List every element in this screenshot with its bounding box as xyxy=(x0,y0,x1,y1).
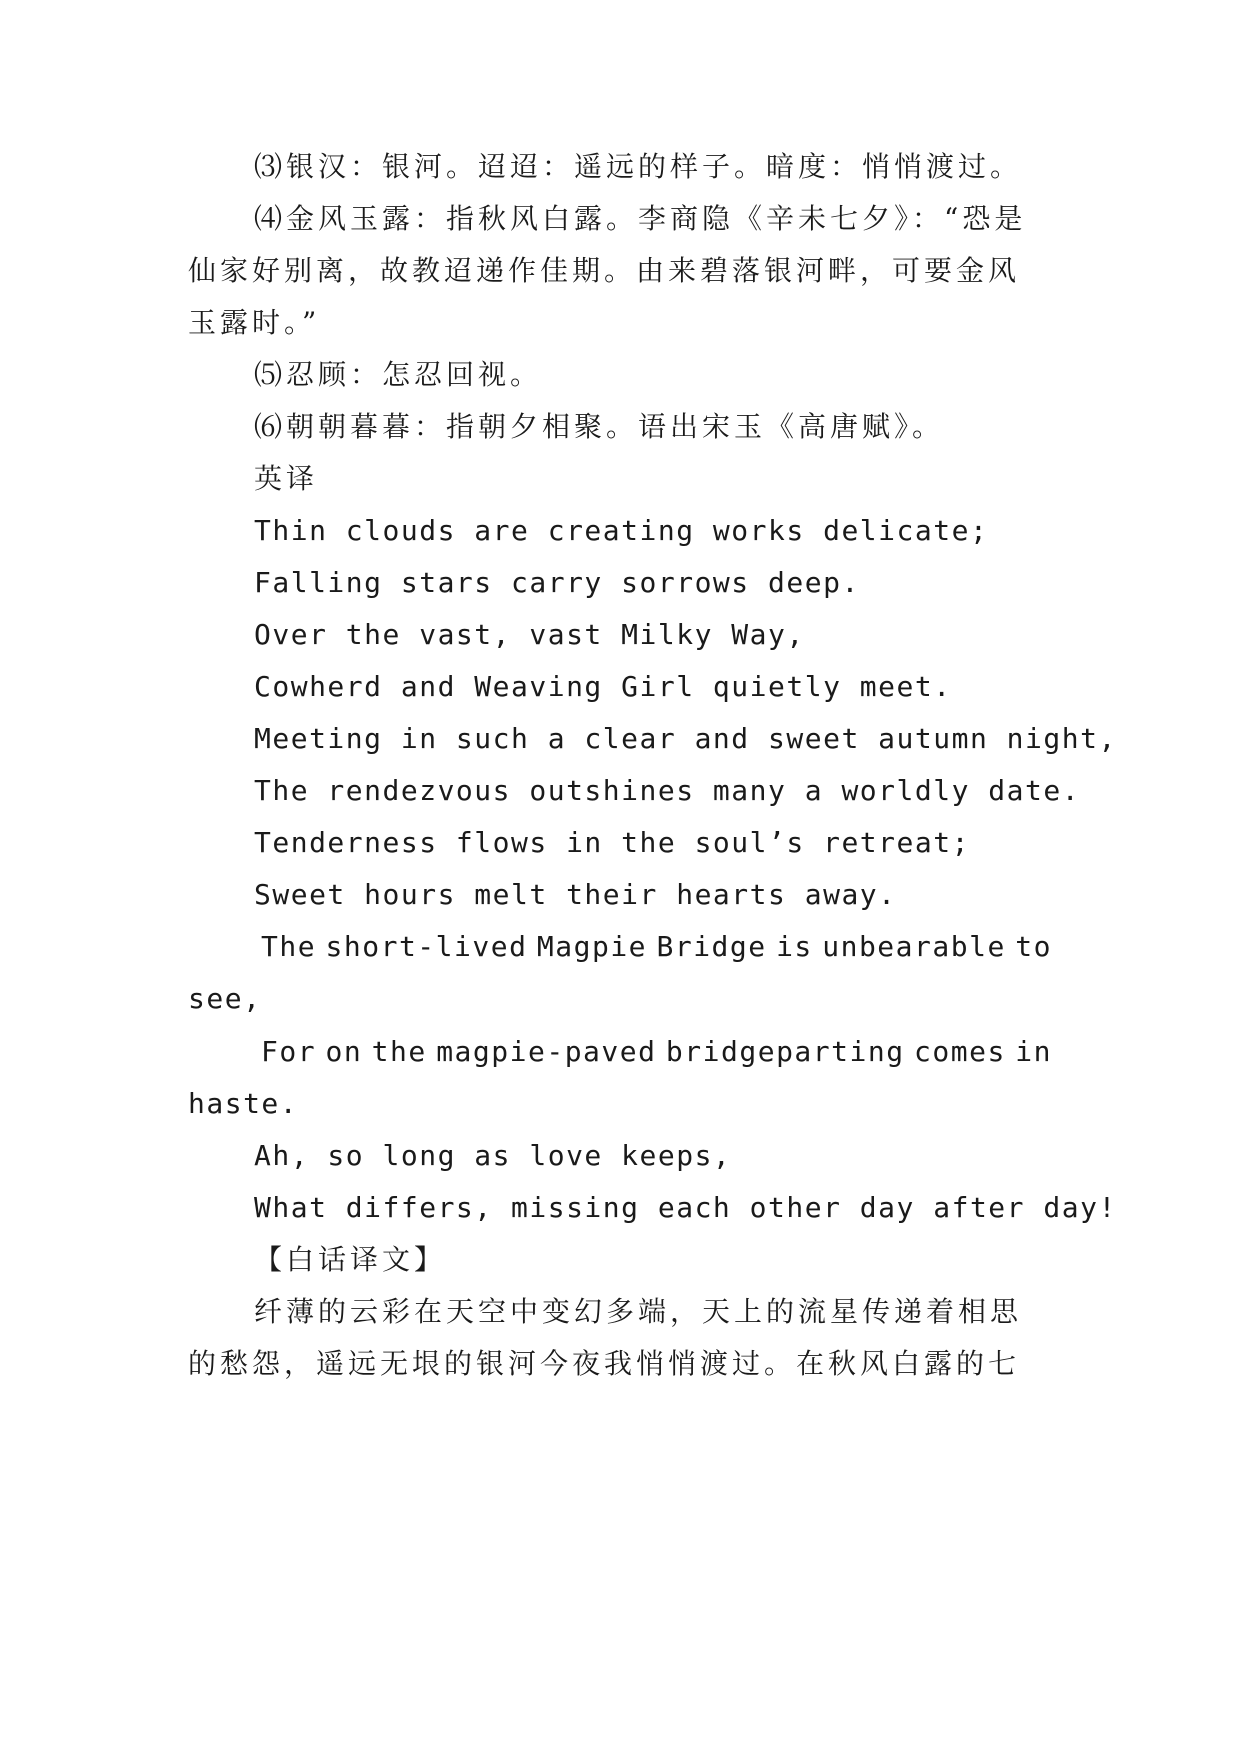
english-line-11: Ah, so long as love keeps, xyxy=(254,1139,732,1172)
english-line-3: Over the vast, vast Milky Way, xyxy=(254,618,805,651)
word: to xyxy=(1015,930,1052,963)
word: Bridge xyxy=(656,930,767,963)
english-line-6: The rendezvous outshines many a worldly date. xyxy=(254,774,1081,807)
english-line-4: Cowherd and Weaving Girl quietly meet. xyxy=(254,670,952,703)
note-4-end: 玉露时。” xyxy=(188,306,321,339)
english-line-10-continued: haste. xyxy=(188,1087,299,1120)
english-line-10 xyxy=(261,1032,1052,1072)
vernacular-line-2: 的愁怨，遥远无垠的银河今夜我悄悄渡过。在秋风白露的七 xyxy=(188,1347,1021,1380)
english-line-1: Thin clouds are creating works delicate; xyxy=(254,514,989,547)
english-line-9 xyxy=(261,927,1052,967)
english-translation-heading: 英译 xyxy=(254,462,319,495)
word: is xyxy=(776,930,813,963)
note-4: ⑷金风玉露：指秋风白露。李商隐《辛未七夕》：“恐是 xyxy=(254,202,1027,235)
word: The xyxy=(261,930,317,963)
word: unbearable xyxy=(822,930,1006,963)
word: comes xyxy=(914,1035,1006,1068)
english-line-12: What differs, missing each other day after day! xyxy=(254,1191,1117,1224)
word: short-lived xyxy=(325,930,528,963)
word: on xyxy=(325,1035,363,1068)
english-line-7: Tenderness flows in the soul’s retreat; xyxy=(254,826,970,859)
note-4-continued: 仙家好别离，故教迢递作佳期。由来碧落银河畔，可要金风 xyxy=(188,254,1021,287)
english-line-9-continued: see, xyxy=(188,982,262,1015)
word: in xyxy=(1015,1035,1052,1068)
note-6: ⑹朝朝暮暮：指朝夕相聚。语出宋玉《高唐赋》。 xyxy=(254,410,945,443)
vernacular-translation-heading: 【白话译文】 xyxy=(254,1243,447,1276)
word: bridgeparting xyxy=(665,1035,905,1068)
word: the xyxy=(371,1035,427,1068)
word: For xyxy=(261,1035,317,1068)
vernacular-line-1: 纤薄的云彩在天空中变幻多端，天上的流星传递着相思 xyxy=(254,1295,1023,1328)
word: magpie-paved xyxy=(436,1035,657,1068)
english-line-2: Falling stars carry sorrows deep. xyxy=(254,566,860,599)
english-line-5: Meeting in such a clear and sweet autumn night, xyxy=(254,722,1117,755)
english-line-8: Sweet hours melt their hearts away. xyxy=(254,878,897,911)
note-5: ⑸忍顾：怎忍回视。 xyxy=(254,358,543,391)
note-3: ⑶银汉：银河。迢迢：遥远的样子。暗度：悄悄渡过。 xyxy=(254,150,1023,183)
word: Magpie xyxy=(536,930,648,963)
